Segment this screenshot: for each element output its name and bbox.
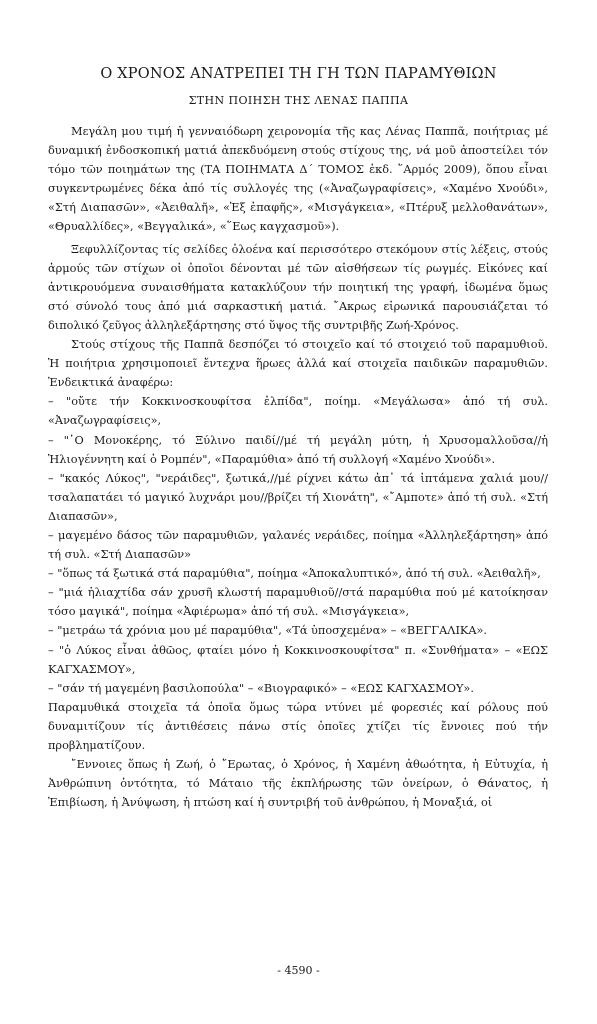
article-subtitle: ΣΤΗΝ ΠΟΙΗΣΗ ΤΗΣ ΛΕΝΑΣ ΠΑΠΠΑ (188, 94, 409, 107)
article-title: Ο ΧΡΟΝΟΣ ΑΝΑΤΡΕΠΕΙ ΤΗ ΓΗ ΤΩΝ ΠΑΡΑΜΥΘΙΩΝ (100, 66, 497, 82)
quote-item: – "῾Ο Μονοκέρης, τό Ξύλινο παιδί//μέ τή μεγάλη μύτη, ἡ Χρυσομαλλοῦσα//ἡ Ἡλιογέννητη καί ὁ Ρομπέν", «Παραμύθια» ἀπό τή συλλογή «Χαμένο Χνούδι». (48, 433, 548, 466)
quote-item: – "μετράω τά χρόνια μου μέ παραμύθια", «Τά ὑποσχεμένα» – «ΒΕΓΓΑΛΙΚΑ». (48, 624, 488, 638)
quote-item: – μαγεμένο δάσος τῶν παραμυθιῶν, γαλανές νεράιδες, ποίημα «Ἀλληλεξάρτηση» ἀπό τή συλ. «Στή Διαπασῶν» (48, 528, 548, 562)
paragraph-reading: Ξεφυλλίζοντας τίς σελίδες ὁλοένα καί περισσότερο στεκόμουν στίς λέξεις, στούς ἁρμούς τῶν στίχων οἱ ὁποῖοι δένονται μέ τῶν αἰσθήσεων τίς ρωγμές. Εἰκόνες καί ἀντικρουόμενα συναισθήματα κατακλύζουν τήν ποιητική της γραφή, ἰδωμένα ὅμως στό σύνολό τους ἀπό μιά σαρκαστική ματιά. ῎Ακρως εἰρωνικά παρουσιάζεται τό διπολικό ζεῦγος ἀλληλεξάρτησης στό ὕψος τῆς συντριβῆς Ζωή-Χρόνος. (48, 242, 548, 332)
paragraph-intro: Μεγάλη μου τιμή ἡ γενναιόδωρη χειρονομία τῆς κας Λένας Παππᾶ, ποιήτριας μέ δυναμική ἐνδοσκοπική ματιά ἀπεκδυόμενη στούς στίχους της, νά μοῦ ἀποστείλει τόν τόμο τῶν ποιημάτων της (ΤΑ ΠΟΙΗΜΑΤΑ Δ΄ ΤΟΜΟΣ ἐκδ. ῞Αρμός 2009), ὅπου εἶναι συγκεντρωμένες δέκα ἀπό τίς συλλογές της («Ἀναζωγραφίσεις», «Χαμένο Χνούδι», «Στή Διαπασῶν», «Ἀειθαλῆ», «Ἐξ ἐπαφῆς», «Μισγάγκεια», «Πτέρυξ μελλοθανάτων», «Θρυαλλίδες», «Βεγγαλικά», «῞Εως καγχασμοῦ»). (48, 125, 548, 234)
quote-item: – "ὅπως τά ξωτικά στά παραμύθια", ποίημα «Ἀποκαλυπτικό», ἀπό τή συλ. «Ἀειθαλῆ», (48, 567, 541, 581)
quote-item: – "κακός Λύκος", "νεράιδες", ξωτικά,//μέ ρίχνει κάτω ἀπ᾿ τά ἱπτάμενα χαλιά μου//τσαλαπατάει τό μαγικό λυχνάρι μου//βρίζει τή Χιονάτη", «῎Αμποτε» ἀπό τή συλ. «Στή Διαπασῶν», (48, 471, 548, 523)
paragraph-elements: Παραμυθικά στοιχεῖα τά ὁποῖα ὅμως τώρα ντύνει μέ φορεσιές καί ρόλους πού δυναμιτίζουν τίς ἀντιθέσεις πάνω στίς ὁποῖες χτίζει τίς ἔννοιες πού τήν προβληματίζουν. (48, 700, 548, 752)
quote-item: – "μιά ἡλιαχτίδα σάν χρυσῆ κλωστή παραμυθιοῦ//στά παραμύθια πού μέ κατοίκησαν τόσο μαγικά", ποίημα «Ἀφιέρωμα» ἀπό τή συλ. «Μισγάγκεια», (48, 586, 548, 619)
quote-item: – "οὔτε τήν Κοκκινοσκουφίτσα ἐλπίδα", ποίημ. «Μεγάλωσα» ἀπό τή συλ. «Ἀναζωγραφίσεις», (48, 395, 548, 428)
paragraph-fairytale: Στούς στίχους τῆς Παππᾶ δεσπόζει τό στοιχεῖο καί τό στοιχειό τοῦ παραμυθιοῦ. Ἡ ποιήτρια χρησιμοποιεῖ ἔντεχνα ἥρωες ἀλλά καί στοιχεῖα παιδικῶν παραμυθιῶν. Ἐνδεικτικά ἀναφέρω: (48, 338, 548, 390)
page-number: - 4590 - (277, 964, 320, 977)
article-body (48, 122, 548, 812)
paragraph-concepts: ῎Εννοιες ὅπως ἡ Ζωή, ὁ ῎Ερωτας, ὁ Χρόνος, ἡ Χαμένη ἀθωότητα, ἡ Εὐτυχία, ἡ Ἀνθρώπινη ὀντότητα, τό Μάταιο τῆς ἐκπλήρωσης τῶν ὀνείρων, ὁ Θάνατος, ἡ Ἐπιβίωση, ἡ Ἀνύψωση, ἡ πτώση καί ἡ συντριβή τοῦ ἀνθρώπου, ἡ Μοναξιά, οἱ (48, 758, 548, 810)
quote-item: – "σάν τή μαγεμένη βασιλοπούλα" – «Βιογραφικό» – «ΕΩΣ ΚΑΓΧΑΣΜΟΥ». (48, 681, 474, 695)
quote-item: – "ὁ Λύκος εἶναι ἀθῶος, φταίει μόνο ἡ Κοκκινοσκουφίτσα" π. «Συνθήματα» – «ΕΩΣ ΚΑΓΧΑΣΜΟΥ», (48, 643, 548, 676)
